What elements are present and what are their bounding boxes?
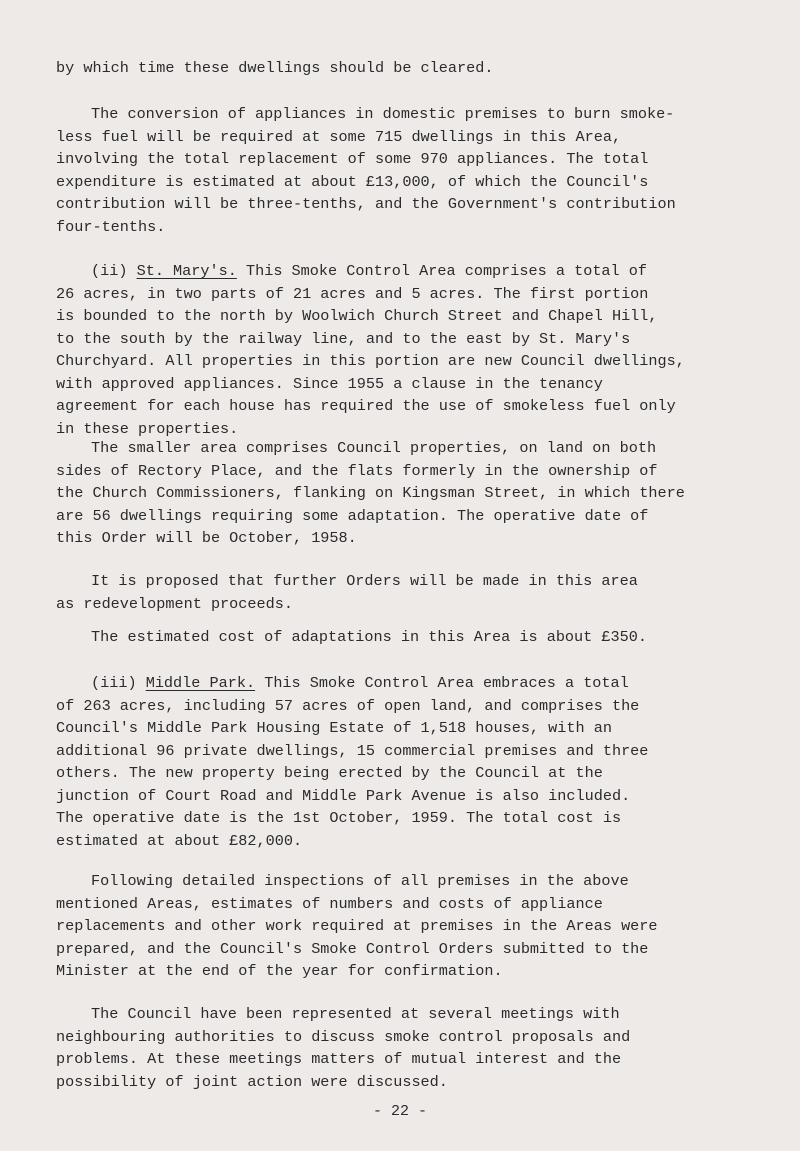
text-line: Churchyard. All properties in this portion are new Council dwellings, bbox=[56, 352, 685, 370]
text-line: as redevelopment proceeds. bbox=[56, 594, 293, 613]
text-line: The conversion of appliances in domestic premises to burn smoke- bbox=[91, 105, 675, 123]
text-line: to the south by the railway line, and to the east by St. Mary's bbox=[56, 329, 631, 348]
section-heading-line bbox=[56, 672, 766, 695]
text-line: mentioned Areas, estimates of numbers and costs of appliance bbox=[56, 894, 603, 913]
paragraph-cleared bbox=[56, 57, 766, 80]
text-line: with approved appliances. Since 1955 a clause in the tenancy bbox=[56, 374, 603, 393]
text-line: problems. At these meetings matters of mutual interest and the bbox=[56, 1050, 622, 1068]
section-number: (iii) bbox=[91, 674, 137, 692]
text-line: are 56 dwellings requiring some adaptation. The operative date of bbox=[56, 506, 649, 525]
text-line: The Council have been represented at several meetings with bbox=[91, 1005, 620, 1023]
paragraph-meetings bbox=[56, 1003, 766, 1093]
text-line: The operative date is the 1st October, 1959. The total cost is bbox=[56, 809, 622, 827]
paragraph-st-marys bbox=[56, 260, 766, 440]
text-line: 26 acres, in two parts of 21 acres and 5 acres. The first portion bbox=[56, 284, 649, 303]
paragraph-estimated-cost bbox=[56, 626, 766, 649]
text-line: junction of Court Road and Middle Park Avenue is also included. bbox=[56, 786, 631, 805]
text-line: the Church Commissioners, flanking on Kingsman Street, in which there bbox=[56, 484, 685, 502]
section-title: Middle Park. bbox=[145, 674, 256, 692]
text-line: is bounded to the north by Woolwich Church Street and Chapel Hill, bbox=[56, 307, 658, 325]
text-line: The smaller area comprises Council properties, on land on both bbox=[91, 439, 657, 457]
text-line: agreement for each house has required the use of smokeless fuel only bbox=[56, 397, 676, 415]
text-line: additional 96 private dwellings, 15 commercial premises and three bbox=[56, 741, 649, 760]
text-line: by which time these dwellings should be cleared. bbox=[56, 59, 494, 77]
text-line: four-tenths. bbox=[56, 217, 166, 236]
text-line: less fuel will be required at some 715 dwellings in this Area, bbox=[56, 127, 622, 146]
page-number: - 22 - bbox=[372, 1103, 427, 1120]
text-line: It is proposed that further Orders will be made in this area bbox=[91, 572, 638, 590]
text-line: Council's Middle Park Housing Estate of 1,518 houses, with an bbox=[56, 719, 612, 737]
paragraph-smaller-area bbox=[56, 437, 766, 550]
text-line: of 263 acres, including 57 acres of open land, and comprises the bbox=[56, 696, 640, 715]
text-line: estimated at about £82,000. bbox=[56, 831, 303, 850]
text-line: others. The new property being erected by the Council at the bbox=[56, 764, 603, 782]
section-number: (ii) bbox=[91, 262, 128, 280]
paragraph-further-orders bbox=[56, 570, 766, 615]
text-line: neighbouring authorities to discuss smoke control proposals and bbox=[56, 1027, 631, 1046]
text-line: expenditure is estimated at about £13,000, of which the Council's bbox=[56, 172, 649, 191]
paragraph-conversion bbox=[56, 103, 766, 238]
text-line: possibility of joint action were discussed. bbox=[56, 1072, 448, 1091]
section-title: St. Mary's. bbox=[136, 262, 237, 280]
text-line: contribution will be three-tenths, and the Government's contribution bbox=[56, 195, 676, 213]
section-intro: This Smoke Control Area embraces a total bbox=[264, 674, 629, 692]
text-line: replacements and other work required at premises in the Areas were bbox=[56, 917, 658, 935]
section-heading-line bbox=[56, 260, 766, 283]
paragraph-inspections bbox=[56, 870, 766, 983]
paragraph-middle-park bbox=[56, 672, 766, 852]
text-line: in these properties. bbox=[56, 419, 239, 438]
text-line: involving the total replacement of some 970 appliances. The total bbox=[56, 150, 649, 168]
text-line: prepared, and the Council's Smoke Control Orders submitted to the bbox=[56, 939, 649, 958]
section-intro: This Smoke Control Area comprises a total of bbox=[245, 262, 647, 280]
text-line: this Order will be October, 1958. bbox=[56, 529, 357, 547]
text-line: The estimated cost of adaptations in this Area is about £350. bbox=[91, 628, 647, 646]
text-line: sides of Rectory Place, and the flats formerly in the ownership of bbox=[56, 461, 658, 480]
text-line: Minister at the end of the year for confirmation. bbox=[56, 962, 503, 980]
text-line: Following detailed inspections of all premises in the above bbox=[91, 872, 629, 890]
